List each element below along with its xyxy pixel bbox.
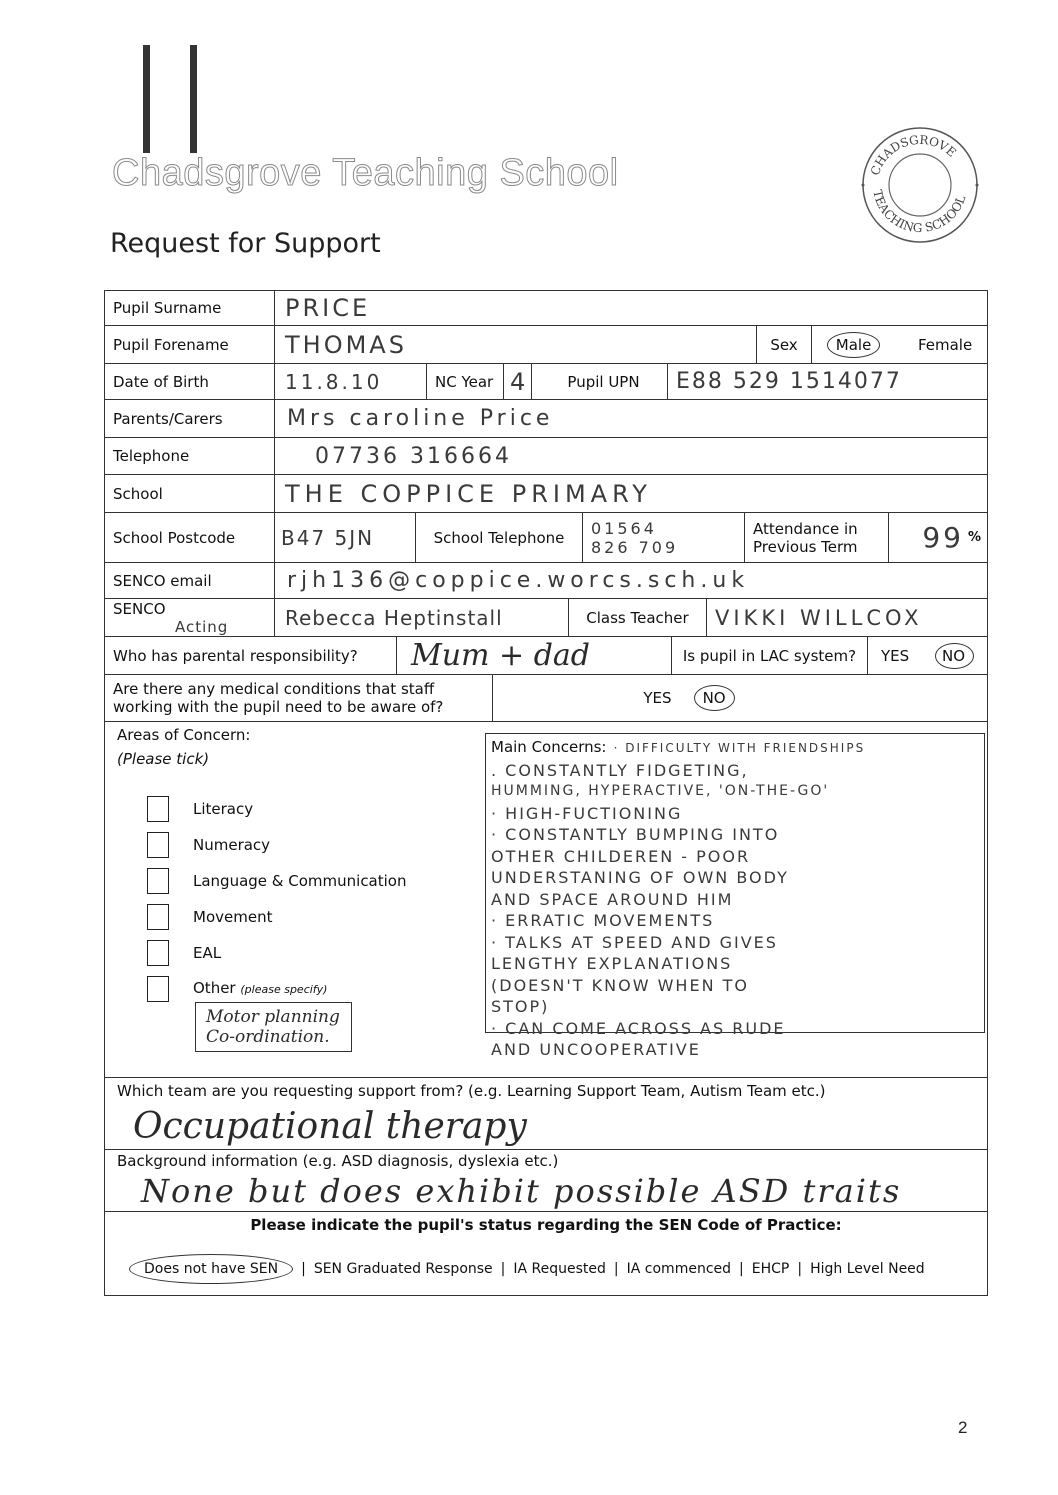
lac-option-yes[interactable]: YES xyxy=(880,646,910,665)
row-telephone xyxy=(105,438,987,475)
main-concerns-line-10: LENGTHY EXPLANATIONS xyxy=(491,954,733,973)
concern-other xyxy=(193,979,327,997)
school-value[interactable]: THE COPPICE PRIMARY xyxy=(285,479,652,508)
medical-label-2: working with the pupil need to be aware of? xyxy=(113,698,444,716)
request-form xyxy=(104,290,988,1296)
row-senco-email xyxy=(105,563,987,599)
main-concerns-line-2: HUMMING, HYPERACTIVE, 'ON-THE-GO' xyxy=(491,783,830,799)
sen-option-ia-commenced[interactable]: IA commenced xyxy=(626,1261,732,1277)
forename-value[interactable]: THOMAS xyxy=(285,330,407,359)
class-teacher-value[interactable]: VIKKI WILLCOX xyxy=(715,605,923,630)
postcode-label: School Postcode xyxy=(113,528,236,547)
main-concerns-line-5: OTHER CHILDEREN - POOR xyxy=(491,846,751,866)
upn-label: Pupil UPN xyxy=(567,372,640,391)
checkbox-other[interactable] xyxy=(147,976,169,1002)
forename-label: Pupil Forename xyxy=(113,335,229,354)
school-telephone-label: School Telephone xyxy=(433,528,565,547)
page-title: Request for Support xyxy=(110,228,381,259)
senco-email-value[interactable]: rjh136@coppice.worcs.sch.uk xyxy=(287,568,750,593)
areas-title: Areas of Concern: xyxy=(117,726,251,744)
concern-literacy: Literacy xyxy=(193,800,254,818)
sex-option-female[interactable]: Female xyxy=(917,335,973,354)
nc-year-value[interactable]: 4 xyxy=(510,367,529,396)
team-label: Which team are you requesting support from? (e.g. Learning Support Team, Autism Team etc.) xyxy=(117,1082,826,1100)
sex-label: Sex xyxy=(770,335,798,354)
senco-email-label: SENCO email xyxy=(113,571,212,590)
sen-status-label: Please indicate the pupil's status regarding the SEN Code of Practice: xyxy=(250,1216,842,1234)
telephone-value[interactable]: 07736 316664 xyxy=(315,443,512,469)
main-concerns-line-11: (DOESN'T KNOW WHEN TO xyxy=(491,975,749,995)
sen-option-no-sen[interactable]: Does not have SEN xyxy=(129,1254,293,1284)
checkbox-eal[interactable] xyxy=(147,940,169,966)
team-value[interactable]: Occupational therapy xyxy=(133,1106,527,1147)
sen-separator: | xyxy=(797,1261,803,1277)
medical-option-yes[interactable]: YES xyxy=(643,689,672,707)
concern-other-label: Other xyxy=(193,979,236,997)
main-concerns-line-9: · TALKS AT SPEED AND GIVES xyxy=(491,932,778,952)
checkbox-language[interactable] xyxy=(147,868,169,894)
school-telephone-value-1[interactable]: 01564 xyxy=(591,518,657,538)
senco-value[interactable]: Rebecca Heptinstall xyxy=(285,605,503,630)
sen-separator: | xyxy=(613,1261,619,1277)
dob-label: Date of Birth xyxy=(113,372,209,391)
postcode-value[interactable]: B47 5JN xyxy=(281,525,375,550)
surname-label: Pupil Surname xyxy=(113,299,222,317)
upn-value[interactable]: E88 529 1514077 xyxy=(676,369,902,394)
checkbox-numeracy[interactable] xyxy=(147,832,169,858)
main-concerns-line-6: UNDERSTANING OF OWN BODY xyxy=(491,868,789,887)
dob-value[interactable]: 11.8.10 xyxy=(285,369,383,394)
lac-option-no[interactable]: NO xyxy=(935,643,974,669)
main-concerns-line-7: AND SPACE AROUND HIM xyxy=(491,889,734,909)
surname-value[interactable]: PRICE xyxy=(285,294,371,322)
sen-option-high-level[interactable]: High Level Need xyxy=(810,1261,925,1277)
main-concerns-line-3: · HIGH-FUCTIONING xyxy=(491,803,683,823)
sen-option-graduated[interactable]: SEN Graduated Response xyxy=(313,1261,493,1277)
row-parents xyxy=(105,400,987,438)
main-concerns-line-4: · CONSTANTLY BUMPING INTO xyxy=(491,825,780,844)
sex-option-male[interactable]: Male xyxy=(827,332,881,358)
sen-status-section xyxy=(105,1212,987,1297)
row-background xyxy=(105,1150,987,1212)
school-seal-icon xyxy=(855,125,985,245)
senco-label: SENCO xyxy=(113,599,166,618)
attendance-label-2: Previous Term xyxy=(753,537,858,556)
row-school xyxy=(105,475,987,513)
concern-language: Language & Communication xyxy=(193,872,407,890)
concern-numeracy: Numeracy xyxy=(193,836,271,854)
parents-value[interactable]: Mrs caroline Price xyxy=(287,406,554,431)
seal-bottom-text: TEACHING SCHOOL xyxy=(870,188,969,236)
other-specify-line-2: Co-ordination. xyxy=(206,1027,330,1047)
school-label: School xyxy=(113,484,163,503)
concern-movement: Movement xyxy=(193,908,273,926)
medical-label-1: Are there any medical conditions that staff xyxy=(113,680,435,698)
row-dob xyxy=(105,364,987,400)
lac-label: Is pupil in LAC system? xyxy=(682,646,857,665)
row-surname xyxy=(105,291,987,326)
row-team xyxy=(105,1078,987,1150)
main-concerns-content xyxy=(491,736,1001,1061)
sen-option-ehcp[interactable]: EHCP xyxy=(751,1261,790,1277)
concern-eal: EAL xyxy=(193,944,222,962)
areas-subtitle: (Please tick) xyxy=(117,750,210,768)
other-specify-line-1: Motor planning xyxy=(206,1007,340,1027)
parental-responsibility-label: Who has parental responsibility? xyxy=(113,646,358,665)
page-number: 2 xyxy=(958,1418,968,1437)
sen-separator: | xyxy=(739,1261,744,1277)
row-forename xyxy=(105,326,987,364)
school-telephone-value-2[interactable]: 826 709 xyxy=(591,537,679,557)
school-name: Chadsgrove Teaching School xyxy=(112,152,619,194)
main-concerns-line-12: STOP) xyxy=(491,997,550,1016)
medical-option-no[interactable]: NO xyxy=(694,685,735,711)
nc-year-label: NC Year xyxy=(435,372,494,391)
sen-status-options xyxy=(129,1254,925,1284)
main-concerns-line-0: · DIFFICULTY WITH FRIENDSHIPS xyxy=(613,741,866,755)
logo-bar-left xyxy=(143,45,150,153)
attendance-label-1: Attendance in xyxy=(753,519,858,538)
main-concerns-label: Main Concerns: xyxy=(491,738,607,756)
attendance-unit: % xyxy=(967,530,981,545)
telephone-label: Telephone xyxy=(113,447,190,465)
concern-other-note: (please specify) xyxy=(240,983,328,996)
parents-label: Parents/Carers xyxy=(113,409,223,428)
seal-top-text: CHADSGROVE xyxy=(867,132,959,178)
main-concerns-line-13: · CAN COME ACROSS AS RUDE xyxy=(491,1018,786,1038)
attendance-value[interactable]: 99 xyxy=(922,521,964,554)
checkbox-literacy[interactable] xyxy=(147,796,169,822)
row-medical xyxy=(105,675,987,722)
parental-responsibility-value[interactable]: Mum + dad xyxy=(411,638,590,673)
areas-of-concern-section xyxy=(105,722,987,1078)
sen-separator: | xyxy=(500,1261,506,1277)
senco-prefix: Acting xyxy=(175,617,229,636)
main-concerns-line-8: · ERRATIC MOVEMENTS xyxy=(491,911,715,930)
background-label: Background information (e.g. ASD diagnosis, dyslexia etc.) xyxy=(117,1152,559,1170)
main-concerns-line xyxy=(491,736,1001,760)
row-senco xyxy=(105,599,987,637)
other-specify-field[interactable] xyxy=(195,1002,352,1052)
main-concerns-line-1: . CONSTANTLY FIDGETING, xyxy=(491,760,749,780)
checkbox-movement[interactable] xyxy=(147,904,169,930)
sen-separator: | xyxy=(301,1261,306,1277)
main-concerns-line-14: AND UNCOOPERATIVE xyxy=(491,1040,701,1059)
class-teacher-label: Class Teacher xyxy=(586,608,689,627)
sen-option-ia-requested[interactable]: IA Requested xyxy=(513,1261,606,1277)
logo-bar-right xyxy=(190,45,197,153)
row-postcode xyxy=(105,513,987,563)
background-value[interactable]: None but does exhibit possible ASD traits xyxy=(141,1172,902,1210)
row-parental-responsibility xyxy=(105,637,987,675)
